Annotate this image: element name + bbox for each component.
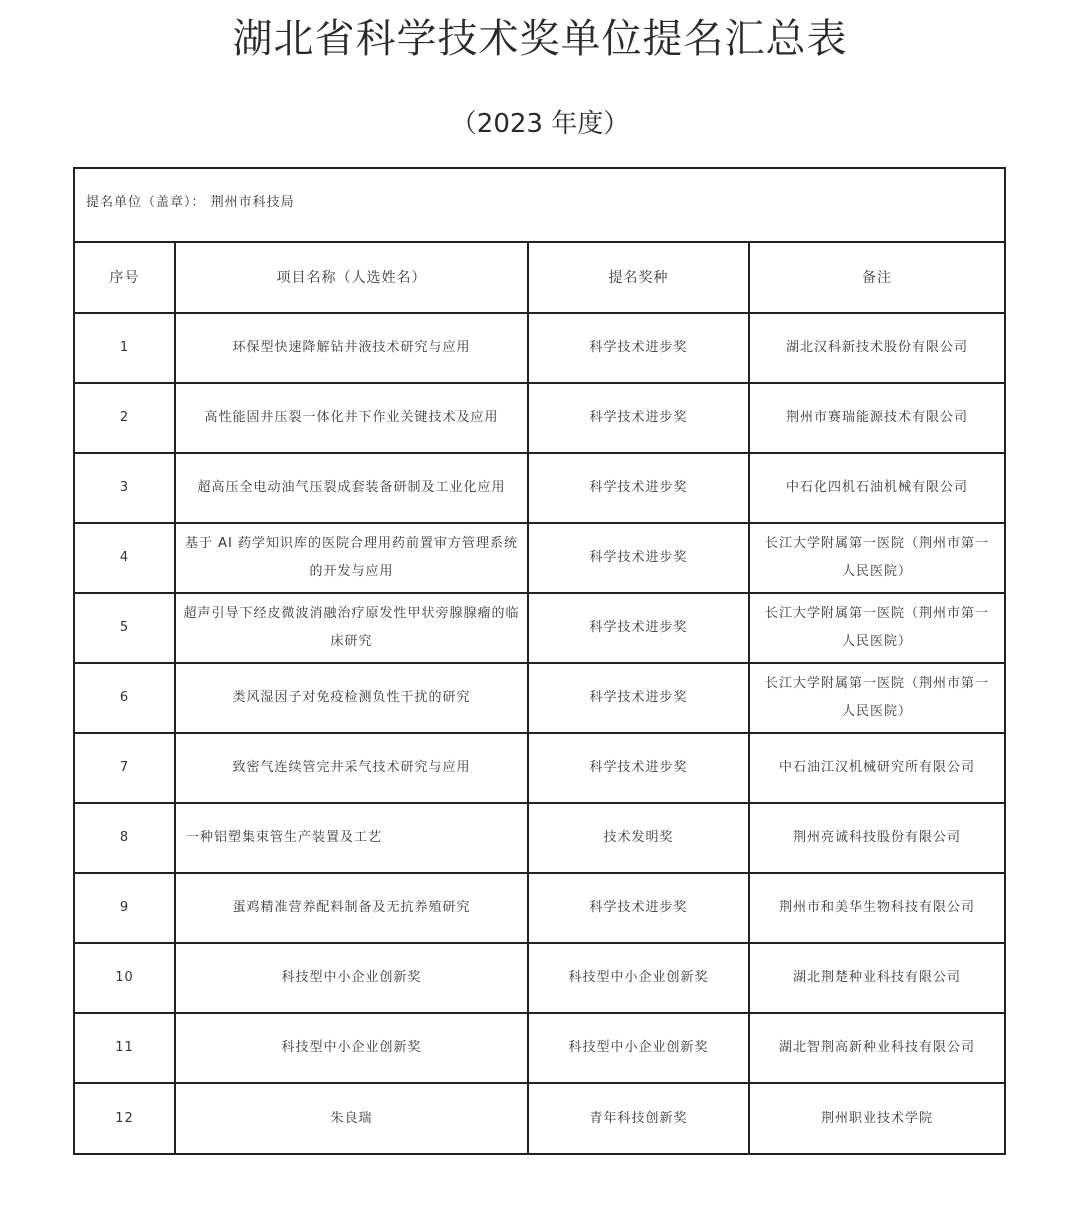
row-project-name: 科技型中小企业创新奖 [175,1013,528,1083]
row-award-type: 科学技术进步奖 [528,663,749,733]
row-project-name: 超高压全电动油气压裂成套装备研制及工业化应用 [175,453,528,523]
row-project-name: 朱良瑞 [175,1083,528,1153]
page-title: 湖北省科学技术奖单位提名汇总表 [232,16,848,62]
row-no: 4 [75,523,175,593]
row-no: 10 [75,943,175,1013]
nominating-org-label: 提名单位（盖章）： [86,195,206,210]
row-remark: 荆州职业技术学院 [820,1110,933,1126]
row-project-name: 基于 AI 药学知识库的医院合理用药前置审方管理系统的开发与应用 [175,523,528,593]
row-award-type: 科学技术进步奖 [528,383,749,453]
row-no: 2 [75,383,175,453]
row-award-type: 科技型中小企业创新奖 [528,1013,749,1083]
row-remark: 荆州市和美华生物科技有限公司 [749,873,1004,943]
row-award-type: 技术发明奖 [528,803,749,873]
row-remark: 湖北汉科新技术股份有限公司 [749,313,1004,383]
row-award-type: 科学技术进步奖 [528,313,749,383]
header-remark: 备注 [749,243,1004,313]
table-row [75,663,1004,733]
row-no: 9 [75,873,175,943]
nomination-sheet [73,167,1006,1155]
header-no: 序号 [75,243,175,313]
header-award-type: 提名奖种 [528,243,749,313]
row-no: 12 [75,1083,175,1153]
row-remark: 长江大学附属第一医院（荆州市第一人民医院） [749,593,1004,663]
row-project-name: 致密气连续管完井采气技术研究与应用 [175,733,528,803]
row-award-type: 青年科技创新奖 [528,1083,749,1153]
row-remark: 湖北智荆高新种业科技有限公司 [749,1013,1004,1083]
row-remark: 湖北荆楚种业科技有限公司 [749,943,1004,1013]
row-no: 7 [75,733,175,803]
row-remark: 荆州市赛瑞能源技术有限公司 [749,383,1004,453]
table-row [75,943,1004,1013]
row-award-type: 科学技术进步奖 [528,593,749,663]
nominating-org-value: 荆州市科技局 [210,195,295,210]
row-award-type: 科技型中小企业创新奖 [528,943,749,1013]
row-project-name: 高性能固井压裂一体化井下作业关键技术及应用 [175,383,528,453]
table-row [75,383,1004,453]
table-row [75,593,1004,663]
table-row [75,313,1004,383]
row-no: 1 [75,313,175,383]
row-remark: 长江大学附属第一医院（荆州市第一人民医院） [749,523,1004,593]
row-no: 3 [75,453,175,523]
row-remark: 中石油江汉机械研究所有限公司 [749,733,1004,803]
row-award-type: 科学技术进步奖 [528,453,749,523]
row-project-name: 一种铝塑集束管生产装置及工艺 [175,803,528,873]
row-no: 6 [75,663,175,733]
table-row [75,523,1004,593]
page-subtitle: （2023 年度） [450,109,630,139]
row-no: 5 [75,593,175,663]
table-header-row [75,243,1004,313]
row-remark: 中石化四机石油机械有限公司 [749,453,1004,523]
summary-table [75,243,1004,1153]
table-row [75,803,1004,873]
row-award-type: 科学技术进步奖 [528,733,749,803]
table-row [75,733,1004,803]
row-remark: 长江大学附属第一医院（荆州市第一人民医院） [749,663,1004,733]
table-row [75,873,1004,943]
nominating-org-row [75,169,1004,243]
row-project-name: 环保型快速降解钻井液技术研究与应用 [175,313,528,383]
row-no: 8 [75,803,175,873]
row-project-name: 超声引导下经皮微波消融治疗原发性甲状旁腺腺瘤的临床研究 [175,593,528,663]
row-award-type: 科学技术进步奖 [528,873,749,943]
row-no: 11 [75,1013,175,1083]
row-award-type: 科学技术进步奖 [528,523,749,593]
table-row [75,453,1004,523]
header-project-name: 项目名称（人选姓名） [175,243,528,313]
table-row [75,1083,1004,1153]
row-project-name: 科技型中小企业创新奖 [175,943,528,1013]
row-remark: 荆州亮诚科技股份有限公司 [749,803,1004,873]
row-project-name: 蛋鸡精准营养配料制备及无抗养殖研究 [175,873,528,943]
row-project-name: 类风湿因子对免疫检测负性干扰的研究 [175,663,528,733]
table-row [75,1013,1004,1083]
